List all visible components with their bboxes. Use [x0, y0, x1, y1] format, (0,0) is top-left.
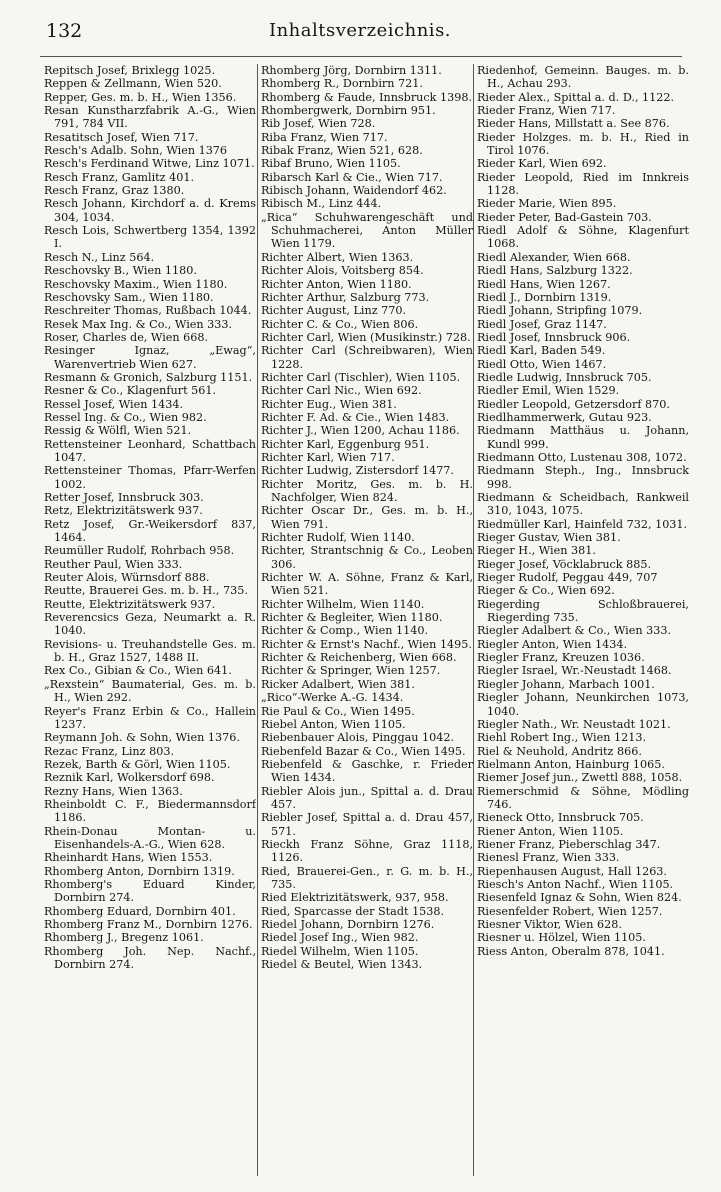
index-entry: Riebler Alois jun., Spittal a. d. Drau 457. [261, 784, 473, 811]
index-entry: Riedel Johann, Dornbirn 1276. [261, 918, 435, 931]
index-entry: Riedl Johann, Stripfing 1079. [477, 304, 643, 318]
index-entry: Rhomberg Anton, Dornbirn 1319. [44, 864, 235, 878]
index-entry: Richter & Ernst's Nachf., Wien 1495. [261, 637, 472, 651]
index-entry: Resch Lois, Schwertberg 1354, 1392 I. [44, 224, 256, 251]
index-entry: Richter Arthur, Salzburg 773. [261, 290, 430, 304]
index-entry: Reyer's Franz Erbin & Co., Hallein 1237. [44, 704, 256, 731]
index-entry: Richter & Springer, Wien 1257. [261, 664, 441, 678]
index-entry: Reschovsky Maxim., Wien 1180. [44, 277, 228, 291]
index-entry: Rezek, Barth & Görl, Wien 1105. [44, 757, 231, 771]
index-entry: Rieder Alex., Spittal a. d. D., 1122. [477, 90, 675, 104]
index-entry: Rieger H., Wien 381. [477, 544, 596, 558]
header-rule [40, 56, 682, 57]
index-entry: Rhomberg's Eduard Kinder, Dornbirn 274. [44, 877, 256, 905]
index-entry: Reverencsics Geza, Neumarkt a. R. 1040. [44, 611, 256, 638]
index-entry: Ribarsch Karl & Cie., Wien 717. [261, 170, 443, 184]
index-entry: Richter Alois, Voitsberg 854. [261, 264, 424, 278]
index-entry: Richter, Strantschnig & Co., Leoben 306. [261, 544, 473, 571]
index-entry: Rhomberg Joh. Nep. Nachf., Dornbirn 274. [44, 944, 256, 972]
index-entry: Riedmann Matthäus u. Johann, Kundl 999. [477, 424, 689, 451]
index-entry: Riedl Hans, Wien 1267. [477, 277, 611, 291]
index-entry: Riedler Leopold, Getzersdorf 870. [477, 397, 670, 411]
index-entry: Rielmann Anton, Hainburg 1065. [477, 757, 665, 771]
index-entry: Rhomberg R., Dornbirn 721. [261, 77, 423, 91]
index-entry: Resch N., Linz 564. [44, 250, 155, 264]
index-entry: Roser, Charles de, Wien 668. [44, 330, 209, 344]
index-entry: Riemerschmid & Söhne, Mödling 746. [477, 784, 689, 811]
index-entry: Richter & Comp., Wien 1140. [261, 624, 429, 638]
index-entry: Richter Karl, Eggenburg 951. [261, 437, 430, 451]
index-entry: Rheinhardt Hans, Wien 1553. [44, 851, 213, 865]
index-entry: Richter Eug., Wien 381. [261, 397, 397, 411]
index-entry: Rieder Leopold, Ried im Innkreis 1128. [477, 170, 689, 198]
index-entry: Ricker Adalbert, Wien 381. [261, 677, 415, 691]
index-entry: Riesenfeld Ignaz & Sohn, Wien 824. [477, 891, 682, 905]
index-entry: Riegerding Schloßbrauerei, Riegerding 735. [477, 597, 689, 625]
index-entry: „Rexstein“ Baumaterial, Ges. m. b. H., Wien 292. [44, 677, 256, 705]
index-entry: Reschovsky Sam., Wien 1180. [44, 290, 214, 304]
index-entry: Ribak Franz, Wien 521, 628. [261, 144, 423, 158]
index-entry: Richter & Begleiter, Wien 1180. [261, 611, 443, 625]
index-entry: „Rica“ Schuhwarengeschäft und Schuhmacherei, Anton Müller Wien 1179. [261, 210, 473, 251]
index-entry: Riebenfeld Bazar & Co., Wien 1495. [261, 744, 466, 758]
index-column-1 [44, 64, 256, 1179]
page-number: 132 [46, 20, 83, 42]
page-title: Inhaltsverzeichnis. [268, 20, 452, 41]
index-entry: Richter Moritz, Ges. m. b. H. Nachfolger, Wien 824. [261, 477, 473, 504]
index-entry: Riebenbauer Alois, Pinggau 1042. [261, 731, 455, 745]
index-entry: Rieger Rudolf, Peggau 449, 707 [477, 571, 658, 585]
index-entry: Rieder Peter, Bad-Gastein 703. [477, 210, 652, 224]
index-entry: Richter Ludwig, Zistersdorf 1477. [261, 464, 454, 478]
index-entry: Rieder Franz, Wien 717. [477, 104, 616, 118]
index-entry: Rieger & Co., Wien 692. [477, 584, 615, 598]
index-entry: Ried, Brauerei-Gen., r. G. m. b. H., 735. [261, 864, 473, 891]
index-entry: Riedmann Otto, Lustenau 308, 1072. [477, 450, 687, 464]
index-entry: Rhomberg Franz M., Dornbirn 1276. [44, 918, 253, 931]
index-entry: Retz Josef, Gr.-Weikersdorf 837, 1464. [44, 517, 256, 545]
index-entry: Resch Franz, Gamlitz 401. [44, 170, 195, 184]
index-entry: Riedlhammerwerk, Gutau 923. [477, 410, 652, 424]
index-entry: Ried, Sparcasse der Stadt 1538. [261, 904, 445, 918]
index-entry: Reppen & Zellmann, Wien 520. [44, 77, 222, 91]
index-entry: Riel & Neuhold, Andritz 866. [477, 744, 642, 758]
index-entry: Retter Josef, Innsbruck 303. [44, 491, 204, 504]
index-entry: Riener Anton, Wien 1105. [477, 824, 624, 838]
index-entry: Rhombergwerk, Dornbirn 951. [261, 104, 436, 118]
index-entry: Riener Franz, Pieberschlag 347. [477, 837, 661, 851]
index-entry: Resinger Ignaz, „Ewag“, Warenvertrieb Wien 627. [44, 344, 256, 371]
index-entry: Riedl Josef, Innsbruck 906. [477, 330, 631, 344]
index-entry: Resch Johann, Kirchdorf a. d. Krems 304, 1034. [44, 197, 256, 224]
index-entry: Reuther Paul, Wien 333. [44, 557, 183, 571]
index-entry: Riedl Hans, Salzburg 1322. [477, 264, 633, 278]
index-entry: Riegler Anton, Wien 1434. [477, 637, 628, 651]
column-divider [473, 64, 474, 1176]
index-entry: Rieder Holzges. m. b. H., Ried in Tirol 1076. [477, 130, 689, 158]
index-entry: Resner & Co., Klagenfurt 561. [44, 384, 217, 398]
index-entry: Reschreiter Thomas, Rußbach 1044. [44, 304, 252, 318]
index-entry: Richter Albert, Wien 1363. [261, 250, 414, 264]
index-entry: Rhein-Donau Montan- u. Eisenhandels-A.-G., Wien 628. [44, 824, 256, 851]
index-entry: Riebenfeld & Gaschke, r. Frieder Wien 1434. [261, 757, 473, 785]
page-header [40, 20, 680, 44]
index-entry: Riesner u. Hölzel, Wien 1105. [477, 931, 646, 945]
index-entry: Resek Max Ing. & Co., Wien 333. [44, 317, 233, 331]
index-entry: Reuter Alois, Würnsdorf 888. [44, 571, 210, 585]
index-entry: Riedl J., Dornbirn 1319. [477, 290, 612, 304]
index-column-3 [477, 64, 689, 1179]
index-entry: Reznik Karl, Wolkersdorf 698. [44, 771, 215, 785]
column-divider [257, 64, 258, 1176]
index-entry: Riba Franz, Wien 717. [261, 130, 388, 144]
index-entry: Richter Wilhelm, Wien 1140. [261, 597, 425, 611]
index-entry: Rieckh Franz Söhne, Graz 1118, 1126. [261, 837, 473, 865]
index-entry: Richter Carl Nic., Wien 692. [261, 384, 422, 398]
index-entry: Richter W. A. Söhne, Franz & Karl, Wien 521. [261, 571, 473, 598]
index-entry: Richter C. & Co., Wien 806. [261, 317, 419, 331]
index-entry: Riedel Josef Ing., Wien 982. [261, 931, 419, 945]
index-entry: Riegler Franz, Kreuzen 1036. [477, 651, 645, 665]
index-entry: Riedel Wilhelm, Wien 1105. [261, 944, 419, 958]
index-entry: Richter Karl, Wien 717. [261, 450, 395, 464]
index-entry: Riedl Adolf & Söhne, Klagenfurt 1068. [477, 224, 689, 251]
index-entry: Resmann & Gronich, Salzburg 1151. [44, 370, 253, 384]
index-entry: Rex Co., Gibian & Co., Wien 641. [44, 664, 232, 678]
index-entry: Riedmann & Scheidbach, Rankweil 310, 1043, 1075. [477, 491, 689, 518]
index-entry: Richter F. Ad. & Cie., Wien 1483. [261, 410, 450, 424]
index-entry: Rib Josef, Wien 728. [261, 117, 376, 131]
index-entry: Riedl Josef, Graz 1147. [477, 317, 607, 331]
index-entry: Riegler Johann, Neunkirchen 1073, 1040. [477, 691, 689, 718]
index-entry: Repper, Ges. m. b. H., Wien 1356. [44, 90, 237, 104]
index-entry: Ressig & Wölfl, Wien 521. [44, 424, 192, 438]
index-entry: „Rico“-Werke A.-G. 1434. [261, 691, 404, 705]
index-entry: Richter J., Wien 1200, Achau 1186. [261, 424, 460, 438]
index-entry: Rhomberg Jörg, Dornbirn 1311. [261, 64, 442, 77]
index-entry: Repitsch Josef, Brixlegg 1025. [44, 64, 216, 77]
index-entry: Riedler Emil, Wien 1529. [477, 384, 620, 398]
index-entry: Riegler Adalbert & Co., Wien 333. [477, 624, 672, 638]
index-entry: Riemer Josef jun., Zwettl 888, 1058. [477, 771, 683, 785]
index-entry: Ried Elektrizitätswerk, 937, 958. [261, 891, 449, 905]
index-entry: Rhomberg & Faude, Innsbruck 1398. [261, 90, 473, 104]
index-entry: Rheinboldt C. F., Biedermannsdorf 1186. [44, 797, 256, 825]
index-entry: Rienesl Franz, Wien 333. [477, 851, 620, 865]
index-entry: Riesenfelder Robert, Wien 1257. [477, 904, 663, 918]
index-entry: Resan Kunstharzfabrik A.-G., Wien 791, 784 VII. [44, 104, 256, 131]
index-entry: Riedmann Steph., Ing., Innsbruck 998. [477, 464, 689, 491]
index-entry: Ressel Ing. & Co., Wien 982. [44, 410, 207, 424]
index-entry: Ressel Josef, Wien 1434. [44, 397, 184, 411]
index-entry: Riedmüller Karl, Hainfeld 732, 1031. [477, 517, 688, 531]
index-entry: Rie Paul & Co., Wien 1495. [261, 704, 415, 718]
index-entry: Riedl Karl, Baden 549. [477, 344, 606, 358]
index-entry: Richter August, Linz 770. [261, 304, 407, 318]
index-entry: Reymann Joh. & Sohn, Wien 1376. [44, 731, 240, 745]
index-entry: Riesch's Anton Nachf., Wien 1105. [477, 877, 674, 891]
index-entry: Ribaf Bruno, Wien 1105. [261, 157, 401, 171]
index-entry: Rieder Hans, Millstatt a. See 876. [477, 117, 670, 131]
index-entry: Richter Anton, Wien 1180. [261, 277, 412, 291]
index-entry: Riegler Nath., Wr. Neustadt 1021. [477, 717, 671, 731]
index-entry: Resatitsch Josef, Wien 717. [44, 130, 199, 144]
index-entry: Resch Franz, Graz 1380. [44, 184, 185, 198]
index-entry: Riegler Israel, Wr.-Neustadt 1468. [477, 664, 672, 678]
index-entry: Riess Anton, Oberalm 878, 1041. [477, 944, 665, 958]
index-entry: Rieger Josef, Vöcklabruck 885. [477, 557, 652, 571]
index-entry: Reutte, Brauerei Ges. m. b. H., 735. [44, 584, 248, 598]
index-entry: Riedel & Beutel, Wien 1343. [261, 958, 423, 972]
index-entry: Rhomberg J., Bregenz 1061. [44, 931, 204, 945]
index-entry: Rieder Karl, Wien 692. [477, 157, 607, 171]
index-columns [40, 64, 689, 1179]
index-entry: Rieneck Otto, Innsbruck 705. [477, 811, 644, 825]
index-entry: Riebler Josef, Spittal a. d. Drau 457, 571. [261, 811, 473, 838]
index-entry: Richter Carl (Schreibwaren), Wien 1228. [261, 344, 473, 371]
index-entry: Riegler Johann, Marbach 1001. [477, 677, 655, 691]
index-entry: Rieder Marie, Wien 895. [477, 197, 617, 211]
index-entry: Reutte, Elektrizitätswerk 937. [44, 597, 216, 611]
index-entry: Riedl Otto, Wien 1467. [477, 357, 607, 371]
index-entry: Reschovsky B., Wien 1180. [44, 264, 197, 278]
index-entry: Richter Carl, Wien (Musikinstr.) 728. [261, 330, 471, 344]
index-entry: Riedenhof, Gemeinn. Bauges. m. b. H., Achau 293. [477, 64, 689, 91]
index-entry: Riepenhausen August, Hall 1263. [477, 864, 667, 878]
index-entry: Retz, Elektrizitätswerk 937. [44, 504, 203, 518]
index-entry: Riehl Robert Ing., Wien 1213. [477, 731, 647, 745]
index-entry: Richter & Reichenberg, Wien 668. [261, 651, 457, 665]
index-entry: Riesner Viktor, Wien 628. [477, 918, 622, 931]
index-entry: Riebel Anton, Wien 1105. [261, 717, 406, 731]
index-entry: Richter Carl (Tischler), Wien 1105. [261, 370, 461, 384]
index-entry: Richter Oscar Dr., Ges. m. b. H., Wien 791. [261, 504, 473, 531]
index-entry: Rhomberg Eduard, Dornbirn 401. [44, 904, 236, 918]
index-entry: Rezny Hans, Wien 1363. [44, 784, 183, 798]
index-entry: Rettensteiner Thomas, Pfarr-Werfen 1002. [44, 464, 256, 491]
index-entry: Richter Rudolf, Wien 1140. [261, 531, 415, 545]
index-entry: Ribisch Johann, Waidendorf 462. [261, 184, 447, 198]
index-entry: Ribisch M., Linz 444. [261, 197, 382, 211]
index-entry: Resch's Adalb. Sohn, Wien 1376 [44, 144, 228, 158]
index-entry: Revisions- u. Treuhandstelle Ges. m. b. H., Graz 1527, 1488 II. [44, 637, 256, 665]
index-entry: Rieger Gustav, Wien 381. [477, 531, 621, 545]
index-entry: Riedle Ludwig, Innsbruck 705. [477, 370, 652, 384]
index-entry: Reumüller Rudolf, Rohrbach 958. [44, 544, 235, 558]
index-entry: Rettensteiner Leonhard, Schattbach 1047. [44, 437, 256, 464]
index-entry: Rezac Franz, Linz 803. [44, 744, 174, 758]
index-entry: Resch's Ferdinand Witwe, Linz 1071. [44, 157, 255, 171]
index-column-2 [261, 64, 473, 1179]
index-entry: Riedl Alexander, Wien 668. [477, 250, 631, 264]
